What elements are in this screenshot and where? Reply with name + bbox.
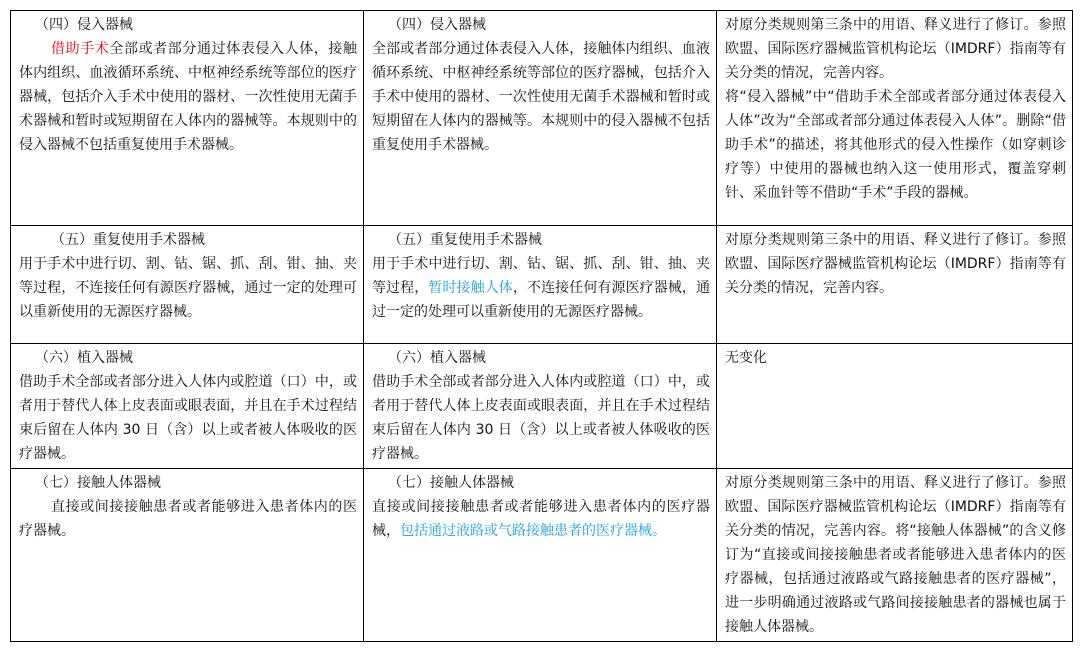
note-paragraph: 对原分类规则第三条中的用语、释义进行了修订。参照欧盟、国际医疗器械监管机构论坛（IMDRF）指南等有关分类的情况，完善内容。: [725, 17, 1066, 81]
clause-title: （四）侵入器械: [35, 17, 133, 33]
comparison-table: [10, 10, 1073, 642]
clause-title: （七）接触人体器械: [388, 475, 514, 491]
note-cell: [717, 469, 1073, 642]
table-row: [11, 344, 1073, 469]
clause-body: ，不连接任何有源医疗器械，通过一定的处理可以重新使用的无源医疗器械。: [372, 280, 711, 320]
table-row: [11, 226, 1073, 344]
old-clause-cell: [11, 226, 364, 344]
clause-body: 直接或间接接触患者或者能够进入患者体内的医疗器械，: [372, 499, 710, 539]
clause-body: 直接或间接接触患者或者能够进入患者体内的医疗器械。: [19, 499, 357, 539]
clause-body: 全部或者部分通过体表侵入人体，接触体内组织、血液循环系统、中枢神经系统等部位的医疗器械，包括介入手术中使用的器材、一次性使用无菌手术器械和暂时或短期留在人体内的器械等。本规则中的侵入器械不包括重复使用手术器械。: [372, 41, 710, 153]
new-clause-cell: [364, 469, 717, 642]
clause-text: [372, 495, 710, 543]
clause-text: [19, 37, 357, 157]
clause-title: （六）植入器械: [388, 350, 486, 366]
deleted-highlight: 借助手术: [51, 41, 110, 57]
new-clause-cell: [364, 226, 717, 344]
clause-body: 用于手术中进行切、割、钻、锯、抓、刮、钳、抽、夹等过程，: [372, 256, 710, 296]
table-row: [11, 469, 1073, 642]
clause-title: （六）植入器械: [35, 350, 133, 366]
clause-title: （七）接触人体器械: [35, 475, 161, 491]
note-paragraph: 将“侵入器械”中“借助手术全部或者部分通过体表侵入人体”改为“全部或者部分通过体表侵入人体”。删除“借助手术”的描述，将其他形式的侵入性操作（如穿刺诊疗等）中使用的器械也纳入这一使用形式，覆盖穿刺针、采血针等不借助“手术”手段的器械。: [725, 89, 1066, 201]
added-highlight: 包括通过液路或气路接触患者的医疗器械。: [400, 523, 666, 539]
clause-title: （五）重复使用手术器械: [388, 232, 542, 248]
old-clause-cell: [11, 11, 364, 226]
old-clause-cell: [11, 469, 364, 642]
note-paragraph: 对原分类规则第三条中的用语、释义进行了修订。参照欧盟、国际医疗器械监管机构论坛（IMDRF）指南等有关分类的情况，完善内容。: [725, 232, 1066, 296]
note-cell: [717, 344, 1073, 469]
clause-body: 借助手术全部或者部分进入人体内或腔道（口）中，或者用于替代人体上皮表面或眼表面，并且在手术过程结束后留在人体内 30 日（含）以上或者被人体吸收的医疗器械。: [372, 374, 710, 462]
note-paragraph: 无变化: [725, 350, 767, 366]
new-clause-cell: [364, 344, 717, 469]
note-paragraph: 对原分类规则第三条中的用语、释义进行了修订。参照欧盟、国际医疗器械监管机构论坛（IMDRF）指南等有关分类的情况，完善内容。将“接触人体器械”的含义修订为“直接或间接接触患者或者能够进入患者体内的医疗器械，包括通过液路或气路接触患者的医疗器械”，进一步明确通过液路或气路间接接触患者的器械也属于接触人体器械。: [725, 475, 1066, 635]
clause-text: [372, 252, 710, 324]
clause-body: 全部或者部分通过体表侵入人体，接触体内组织、血液循环系统、中枢神经系统等部位的医疗器械，包括介入手术中使用的器材、一次性使用无菌手术器械和暂时或短期留在人体内的器械等。本规则中的侵入器械不包括重复使用手术器械。: [19, 41, 358, 153]
clause-body: 借助手术全部或者部分进入人体内或腔道（口）中，或者用于替代人体上皮表面或眼表面，并且在手术过程结束后留在人体内 30 日（含）以上或者被人体吸收的医疗器械。: [19, 374, 357, 462]
clause-body: 用于手术中进行切、割、钻、锯、抓、刮、钳、抽、夹等过程，不连接任何有源医疗器械，通过一定的处理可以重新使用的无源医疗器械。: [19, 256, 357, 320]
added-highlight: 暂时接触人体: [428, 280, 513, 296]
clause-title: （四）侵入器械: [388, 17, 486, 33]
table-row: [11, 11, 1073, 226]
new-clause-cell: [364, 11, 717, 226]
clause-title: （五）重复使用手术器械: [51, 232, 205, 248]
note-cell: [717, 226, 1073, 344]
note-cell: [717, 11, 1073, 226]
old-clause-cell: [11, 344, 364, 469]
